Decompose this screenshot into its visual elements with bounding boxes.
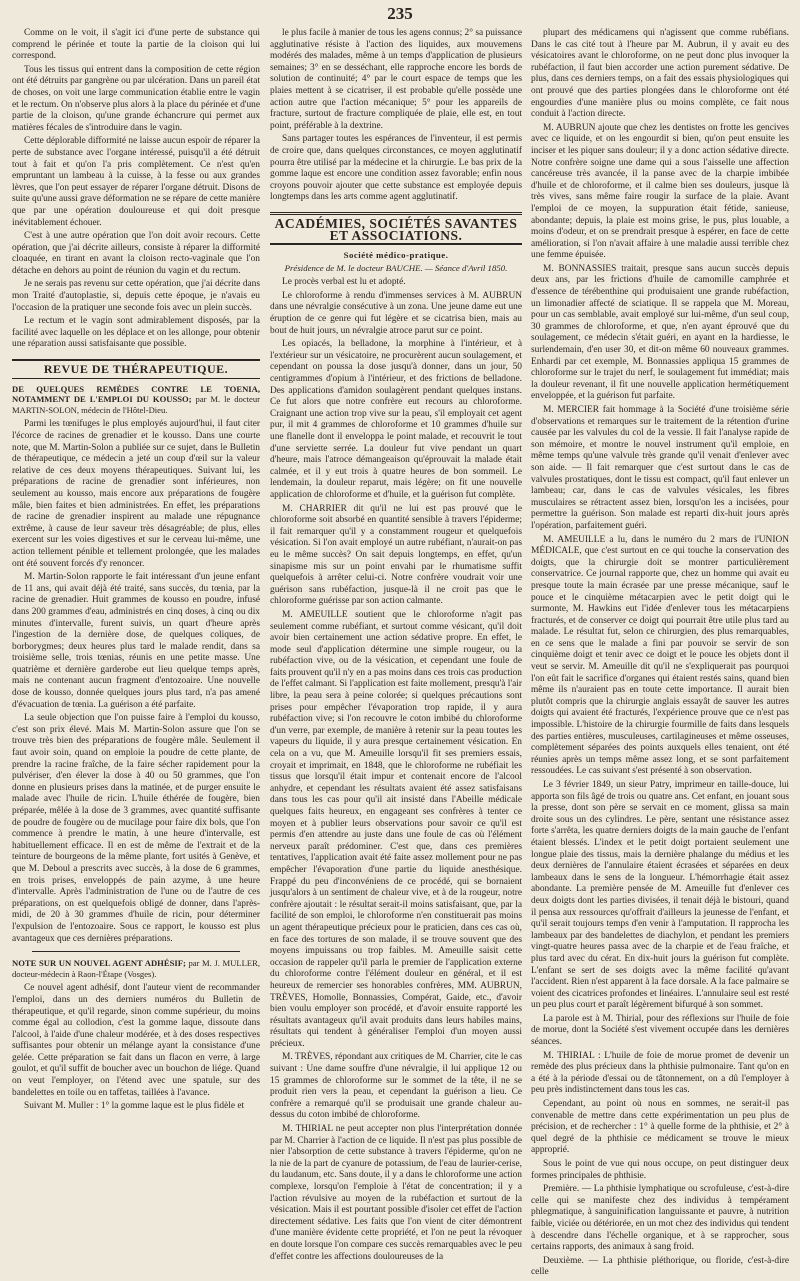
paragraph: M. AMEUILLE a lu, dans le numéro du 2 mars de l'UNION MÉDICALE, que c'est surtout en ce qui touche la conservation des doigts, que la chirurgie doit se montrer particulièrement conservatrice. Ce journal rapporte que, chez un homme qui avait eu presque toute la main écrasée par une presse mécanique, sauf le pouce et le cinquième métacarpien avec le petit doigt qui le surmonte, M. Hawkins eut l'idée d'enlever tous les métacarpiens fracturés, et de conserver ce doigt qui pourrait être utile plus tard au malade. Le résultat fut, selon ce chirurgien, des plus remarquables, en ce sens que le malade a fini par pouvoir se servir de son cinquième doigt et tenir avec ce doigt et le pouce les objets dont il veut se servir. M. Ameuille dit qu'il ne s'expliquerait pas pourquoi l'on eût fait le sacrifice d'organes qui étaient restés sains, quand bien même ils n'auraient pas en toute cette importance. Il aurait bien plutôt compris que la chirurgie anglais essayât de sauver les autres doigts qui avaient été fracturés, l'expérience prouve que ce n'est pas impossible. L'histoire de la chirurgie fourmille de faits dans lesquels des parties entières, musculeuses, cartilagineuses et même osseuses, complètement séparées des points auxquels elles tenaient, ont été réunies après un temps même assez long, et se sont parfaitement ressoudées. Le cas suivant s'est présenté à son observation.	[531, 534, 789, 777]
paragraph: plupart des médicamens qui n'agissent que comme rubéfians. Dans le cas cité tout à l'heure par M. Aubrun, il y avait eu des vésicatoires avant le chloroforme, on ne peut donc plus invoquer la rubéfaction, il faut bien accorder une action purement sédative. De plus, dans ces derniers temps, on a fait des essais physiologiques qui ont prouvé que des parties plongées dans le chloroforme ont été engourdies d'une manière plus ou moins complète, ce fait nous conduit à l'action directe.	[531, 28, 789, 120]
paragraph: M. AMEUILLE soutient que le chloroforme n'agit pas seulement comme rubéfiant, et surtout comme vésicant, qu'il doit avoir bien certainement une action sédative propre. En effet, le mode seul d'application détermine une simple rougeur, ou la rubéfaction vive, ou de la vésication, et cependant une foule de faits prouvent qu'il n'y en a pas moins dans ces trois cas production de l'effet calmant. Si l'application est faite mollement, presqu'à l'air libre, la peau sera à peine colorée; si quelques précautions sont prises pour empêcher l'évaporation trop rapide, il y aura rubéfaction vive; si l'on recouvre le coton imbibé du chloroforme d'un verre, par exemple, de manière à retenir sur la peau toutes les vapeurs du liquide, il y aura presque certainement vésication. En cela on a vu, que M. Ameuille lorsqu'il fit ses premiers essais, croyait et imprimait, en 1848, que le chloroforme ne rubéfiait les tissus que lorsqu'il était impur et contenait encore de l'alcool anhydre, et cependant les résultats avaient été assez satisfaisans dans tous les cas pour qu'il ait insisté dans l'Abeille médicale quelques faits heureux, en engageant ses confrères à tenter ce moyen et à publier leurs observations pour savoir ce qu'il est permis d'en attendre au juste dans une foule de cas où l'élément nerveux paraît prédominer. C'est que, dans ces premières tentatives, l'application avait été faite assez mollement pour ne pas empêcher l'évaporation d'une partie du liquide anesthésique. Frappé du peu d'inconvéniens de ce procédé, qui se bornaient jusqu'alors à un sentiment de chaleur vive, et à de la rougeur, notre confrère ajoutait : le résultat serait-il moins satisfaisant, que, par la facilité de son emploi, le chloroforme n'en constituerait pas moins un agent thérapeutique précieux pour le praticien, dans ces cas où, en face des tortures de son malade, il se trouve souvent que des moyens impuissans ou trop faibles. M. Ameuille saisit cette occasion de rappeler qu'il parla le premier de l'application externe du chloroforme contre l'élément douleur en général, et il est heureux de remercier ses honorables confrères, MM. AUBRUN, TRÈVES, Homolle, Bonnassies, Compérat, Gaide, etc., d'avoir bien voulu employer son procédé, et d'avoir ensuite rapporté les résultats avantageux qu'il avait produits dans leurs habiles mains, résultats qui tendent à généraliser l'emploi d'un moyen aussi précieux.	[270, 609, 522, 1049]
paragraph: Le rectum et le vagin sont admirablement disposés, par la facilité avec laquelle on les déplace et on les allonge, pour obtenir une réparation aussi satisfaisante que possible.	[12, 316, 260, 350]
column-2	[270, 28, 522, 1265]
paragraph: La seule objection que l'on puisse faire à l'emploi du kousso, c'est son prix élevé. Mais M. Martin-Solon assure que l'on se trouve très bien des préparations de fougère mâle. Seulement il faut avoir soin, quand on emploie la poudre de cette plante, de prendre la racine fraîche, de la faire sécher rapidement pour la pulvériser, d'en élever la dose à 40 ou 50 grammes, que l'on donne en plusieurs prises dans la matinée, et de purger ensuite le malade avec l'huile de ricin. L'huile éthérée de fougère, bien préparée, mêlée à la dose de 3 grammes, avec quantité suffisante de poudre de fougère ou de mucilage pour faire dix bols, que l'on commence à prendre le matin, à une heure d'intervalle, est habituellement efficace. Il en est de même de l'extrait et de la teinture de bourgeons de la même plante, fort usités à Genève, et que M. Deboul a prescrits avec succès, à la dose de 6 grammes, en trois prises, enveloppés de pain azyme, à une heure d'intervalle. Après l'administration de l'une ou de l'autre de ces préparations, on est quelquefois obligé de donner, dans l'après-midi, de 20 à 30 grammes d'huile de ricin, pour déterminer l'expulsion de l'entozoaire. Sous ce rapport, le kousso est plus avantageux que ces dernières préparations.	[12, 713, 260, 944]
divider	[32, 951, 240, 952]
page-number: 235	[387, 4, 413, 23]
article-byline: par M. le docteur MARTIN-SOLON, médecin de l'Hôtel-Dieu.	[12, 394, 260, 415]
paragraph: Tous les tissus qui entrent dans la composition de cette région ont été détruits par gangrène ou par ulcération. Dans un pareil état de choses, on voit une large communication établie entre le vagin et le rectum. On n'observe plus alors à la place du périnée et d'une partie de la cloison, qu'une grande échancrure qui permet aux matières fécales de s'introduire dans le vagin.	[12, 64, 260, 133]
paragraph: Je ne serais pas revenu sur cette opération, que j'ai décrite dans mon Traité d'autoplastie, si, depuis cette époque, je n'avais eu l'occasion de la pratiquer une seconde fois avec un plein succès.	[12, 279, 260, 313]
paragraph: Cette déplorable difformité ne laisse aucun espoir de réparer la perte de substance avec l'organe intéressé, puisqu'il a été détruit tout à fait et qu'on l'a pris complètement. Ce n'est qu'en empruntant un lambeau à la cuisse, à la fesse ou aux grandes lèvres, que l'on peut essayer de réparer l'organe détruit. Disons de suite qu'une aussi grave déformation ne se répare de cette manière que par une opération douloureuse et qui doit presque inévitablement échouer.	[12, 136, 260, 228]
article-heading	[12, 384, 260, 416]
paragraph: Suivant M. Muller : 1° la gomme laque est le plus fidèle et	[24, 1101, 245, 1112]
section-title-therapeutique: REVUE DE THÉRAPEUTIQUE.	[12, 359, 260, 379]
column-1	[12, 28, 260, 1115]
paragraph: C'est à une autre opération que l'on doit avoir recours. Cette opération, que j'ai décrite ailleurs, consiste à réparer la difformité cloaquée, en tirant en avant la cloison recto-vaginale que l'on détache en dehors au point de réunion du vagin et du rectum.	[12, 231, 260, 276]
society-name: Société médico-pratique.	[343, 250, 449, 261]
paragraph: M. MERCIER fait hommage à la Société d'une troisième série d'observations et remarques sur le traitement de la rétention d'urine causée par les valvules du col de la vessie. Il fait l'analyse rapide de son mémoire, et montre le nouvel instrument qu'il emploie, en même temps qu'une valvule très grande qu'il venait d'enlever avec son aide. — Il fait remarquer que c'est surtout dans le cas de valvules prostatiques, dont le tissu est compact, qu'il faut enlever un lambeau; car, dans le cas de valvules vésicales, les fibres musculaires se rétractent assez bien, lorsqu'on les a incisées, pour permettre la guérison. Son malade est reparti dix-huit jours après l'opération, parfaitement guéri.	[531, 405, 789, 531]
paragraph: Les opiacés, la belladone, la morphine à l'intérieur, et à l'extérieur sur un vésicatoire, ne procurèrent aucun soulagement, et cependant on poussa la dose jusqu'à donner, dans un jour, 50 centigrammes d'opium à l'intérieur, et des frictions de belladone. Des applications d'amidon soulagèrent pendant quelques instans. Ce fut alors que notre confrère eut recours au chloroforme. Craignant une action trop vive sur la peau, s'il employait cet agent pur, il mit 4 grammes de chloroforme et 10 grammes d'huile sur une flanelle dont il enveloppa le point malade, et recouvrit le tout d'une serviette serrée. La douleur fut vive pendant un quart d'heure, mais l'atroce démangeaison qu'éprouvait la malade était calmée, et il y eut trois à quatre heures de bon sommeil. Le lendemain, la douleur reparut, mais légère; on fit une nouvelle application de chloroforme et d'huile, et la guérison fut complète.	[270, 339, 522, 500]
paragraph: Sans partager toutes les espérances de l'inventeur, il est permis de croire que, dans quelques circonstances, ce moyen agglutinatif pourra être utilisé par la médecine et la chirurgie. Le bas prix de la gomme laque est encore une condition assez favorable; enfin nous croyons pouvoir ajouter que cette substance est employée depuis longtemps dans les arts comme agent agglutinatif.	[270, 134, 522, 203]
paragraph: le plus facile à manier de tous les agens connus; 2° sa puissance agglutinative résiste à l'action des liquides, aux mouvemens modérés des malades, même à un temps d'application de plusieurs semaines; 3° en se desséchant, elle rapproche encore les bords de solution de continuité; 4° par le court espace de temps que les plaies mettent à se cicatriser, il est probable qu'elle possède une action autre que l'action mécanique; 5° pour les appareils de fracture, surtout de fracture compliquée de plaie, elle est, en tout point, préférable à la dextrine.	[270, 28, 522, 131]
article-title: DE QUELQUES REMÈDES CONTRE LE TOENIA, NOTAMMENT DE L'EMPLOI DU KOUSSO;	[12, 383, 260, 405]
paragraph: M. THIRIAL : L'huile de foie de morue promet de devenir un remède des plus précieux dans la phthisie pulmonaire. Tant qu'on en a été à la période d'essai ou de tâtonnement, on a dû l'employer à peu près indistinctement dans tous les cas.	[531, 1050, 789, 1096]
article-heading	[12, 958, 260, 979]
paragraph: Première. — La phthisie lymphatique ou scrofuleuse, c'est-à-dire celle qui se manifeste chez des individus à tempérament phlegmatique, à sanguinification languissante et pauvre, à nutrition faible, viciée ou détériorée, en un mot chez des individus qui tendent à descendre dans l'échelle organique, et à se rapprocher, sous certains rapports, des animaux à sang froid.	[531, 1184, 789, 1253]
paragraph: Le procès verbal est lu et adopté.	[282, 277, 406, 288]
article-byline: par M. J. MULLER, docteur-médecin à Raon-l'Étape (Vosges).	[12, 958, 260, 979]
paragraph: Cependant, au point où nous en sommes, ne serait-il pas convenable de mettre dans cette expérimentation un peu plus de précision, et de rechercher : 1° à quelle forme de la phthisie, et 2° à quel degré de la phthisie ce médicament se trouve le mieux approprié.	[531, 1099, 789, 1156]
section-title-academies: ACADÉMIES, SOCIÉTÉS SAVANTES ET ASSOCIATIONS.	[270, 212, 522, 245]
paragraph: Parmi les tœnifuges le plus employés aujourd'hui, il faut citer l'écorce de racines de grenadier et le kousso. Dans une courte note, que M. Martin-Solon a publiée sur ce sujet, dans le Bulletin de thérapeutique, ce médecin a jeté un coup d'œil sur la valeur relative de ces deux moyens thérapeutiques. Suivant lui, les préparations de racine de grenadier sont inférieures, non seulement au kousso, mais encore aux préparations de fougère mâle, bien faites et bien administrées. En effet, les préparations de racine de grenadier inspirent au malade une répugnance extrême, à cause de leur saveur très désagréable; de plus, elles exercent sur les voies digestives et sur le cerveau lui-même, une action tellement pénible et tellement prolongée, que les malades ont été souvent forcés d'y renoncer.	[12, 419, 260, 569]
paragraph: Le chloroforme à rendu d'immenses services à M. AUBRUN dans une névralgie consécutive à un zona. Une jeune dame eut une éruption de ce genre qui fut légère et se cicatrisa bien, mais au bout de huit jours, un névralgie atroce parut sur ce point.	[270, 290, 522, 336]
paragraph: Deuxième. — La phthisie pléthorique, ou floride, c'est-à-dire celle	[531, 1255, 789, 1278]
article-title: NOTE SUR UN NOUVEL AGENT ADHÉSIF;	[12, 958, 186, 969]
paragraph: M. BONNASSIES traitait, presque sans aucun succès depuis deux ans, par les frictions d'huile de camomille camphrée et d'essence de térébenthine qui produisaient une grande rubéfaction, un limonadier affecté de sciatique. Il se rappela que M. Moreau, pour un cas semblable, avait employé sur lui-même, d'un seul coup, 30 grammes de chloroforme, et que, n'en ayant éprouvé que du soulagement, ce médecin s'était guéri, en ayant en la hardiesse, le surlendemain, d'en user 30, et dit-on même 60 nouveaux grammes. Enhardi par cet exemple, M. Bonnassies appliqua 15 grammes de chloroforme sur le trajet du nerf, le soulagement fut immédiat; mais la douleur revenant, il fit une nouvelle application hermétiquement enveloppée, et la guérison fut parfaite.	[531, 263, 789, 402]
column-3	[531, 28, 789, 1281]
paragraph: Ce nouvel agent adhésif, dont l'auteur vient de recommander l'emploi, dans un des derniers numéros du Bulletin de thérapeutique, et qu'il regarde, sinon comme supérieur, du moins comme égal au collodion, c'est la gomme laque, dissoute dans l'alcool, à l'aide d'une chaleur modérée, et à des doses respectives suffisantes pour obtenir un mélange ayant la consistance d'une gelée. Cette préparation se fait dans un flacon en verre, à large goulot, et qu'il suffit de boucher avec un bouchon de liége. Quand on veut l'employer, on l'étend avec une spatule, sur des bandelettes en toile ou en taffetas, taillées à l'avance.	[12, 983, 260, 1098]
paragraph: M. TRÈVES, répondant aux critiques de M. Charrier, cite le cas suivant : Une dame souffre d'une névralgie, il lui applique 12 ou 15 grammes de chloroforme sur le sommet de la tête, il ne se produit rien vers la peau, et cependant la guérison a lieu. Ce confrère a remarqué qu'il se produisait une grande chaleur au-dessus du coton imbibé de chloroforme.	[270, 1052, 523, 1121]
paragraph: M. CHARRIER dit qu'il ne lui est pas prouvé que le chloroforme soit absorbé en quantité sensible à travers l'épiderme; il fait remarquer qu'il y a constamment rougeur et quelquefois vésication. Si l'on avait employé un autre rubéfiant, n'aurait-on pas eu le même succès? On sait depuis longtemps, en effet, qu'un sinapisme mis sur un point envahi par le rhumatisme suffit quelquefois à arrêter celui-ci. Notre confrère voudrait voir une guérison sans rubéfaction, jusque-là il ne croit pas que le chloroforme guérisse par son action calmante.	[270, 503, 522, 607]
paragraph: Sous le point de vue qui nous occupe, on peut distinguer deux formes principales de phthisie.	[531, 1159, 789, 1181]
paragraph: Le 3 février 1849, un sieur Patry, imprimeur en taille-douce, lui apporta son fils âgé de trois ou quatre ans. Cet enfant, en jouant sous la presse, dont son père se servait en ce moment, glissa sa main droite sous un des cylindres. Le père, sentant une résistance assez forte s'arrêta, les quatre derniers doigts de la main gauche de l'enfant étaient blessés. L'index et le petit doigt portaient seulement une longue plaie des tissus, mais la dernière phalange du médius et les deux dernières de l'annulaire étaient écrasées et séparées en deux lambeaux dans le sens de la longueur. L'hémorrhagie était assez abondante. La première pensée de M. Ameuille fut d'enlever ces deux doigts dont les parties divisées, il tenait déjà le bistouri, quand il pensa aux ressources qu'offrait d'ailleurs la jeunesse de l'enfant, et qu'il serait toujours temps d'en venir à l'amputation. Il rapprocha les lambeaux par des bandelettes de diachylon, et pendant les premiers vingt-quatre heures passa avec de la charpie et de l'eau fraîche, et plus tard avec du cérat. En dix-huit jours la guérison fut complète. L'enfant se sert de ses doigts avec la même facilité qu'avant l'accident. Rien n'est apparent à la face dorsale. A la face palmaire se voient des cicatrices profondes et linéaires. L'annulaire seul est resté un peu plus court et paraît légèrement bifurqué à son sommet.	[531, 780, 789, 1011]
paragraph: Comme on le voit, il s'agit ici d'une perte de substance qui comprend le périnée et toute la partie de la cloison qui lui correspond.	[12, 28, 260, 62]
presidence-line: Présidence de M. le docteur BAUCHE. — Séance d'Avril 1850.	[284, 262, 508, 273]
paragraph: M. THIRIAL ne peut accepter non plus l'interprétation donnée par M. Charrier à l'action de ce liquide. Il n'est pas plus possible de nier l'absorption de cette substance à travers l'épiderme, qu'on ne la nie de la part de cyanure de potassium, de l'eau de laurier-cerise, du laudanum, etc. Sans doute, il y a dans le chloroforme une action complexe, lorsqu'on l'emploie à l'état de concentration; il y a l'action révulsive au moyen de la rubéfaction et surtout de la vésication. Mais il est pourtant possible d'isoler cet effet de l'action directement sédative. Les faits que l'on vient de citer démontrent d'une manière évidente cette propriété, et l'on ne peut la révoquer en doute lorsque l'on compare ces succès remarquables avec le peu d'effet contre les affections douloureuses de la	[270, 1124, 522, 1262]
paragraph: M. AUBRUN ajoute que chez les dentistes on frotte les gencives avec ce liquide, et on les engourdit si bien, qu'on peut ensuite les inciser et les piquer sans douleur; il y a donc action sédative directe. Notre confrère soigne une dame qui a sous l'aisselle une affection cancéreuse très avancée, il la panse avec de la charpie imbibée d'huile et de chloroforme, et il calme bien ses douleurs, jusque là très vives, sans même faire rougir la surface de la plaie. Avant l'emploi de ce moyen, la suppuration était fétide, sanieuse, abondante; depuis, la plaie est moins grise, le pus, plus louable, a moins d'odeur, et on se prendrait presque à espérer, en face de cette amélioration, si l'on n'avait affaire à une maladie aussi terrible chez une femme épuisée.	[531, 122, 789, 261]
paragraph: La parole est à M. Thirial, pour des réflexions sur l'huile de foie de morue, dont la Société s'est vivement occupée dans les dernières séances.	[531, 1013, 789, 1048]
paragraph: M. Martin-Solon rapporte le fait intéressant d'un jeune enfant de 11 ans, qui avait déjà été traité, sans succès, du tœnia, par la racine de grenadier. Huit grammes de kousso en poudre, infusé dans 200 grammes d'eau, administrés en cinq doses, à cinq ou dix minutes d'intervalle, furent suivis, un quart d'heure après l'ingestion de la dernière dose, de quelques coliques, de borborygmes; deux heures plus tard le malade rendit, dans sa troisième selle, trois tœnias, réunis en une petite masse. Une quatrième et dernière garderobe eut lieu quelque temps après, mais ne contenant aucun fragment d'entozoaire. Une nouvelle dose de kousso, donnée quelques jours plus tard, n'a pas amené d'évacuation de tœnia. La guérison a été parfaite.	[12, 572, 260, 710]
